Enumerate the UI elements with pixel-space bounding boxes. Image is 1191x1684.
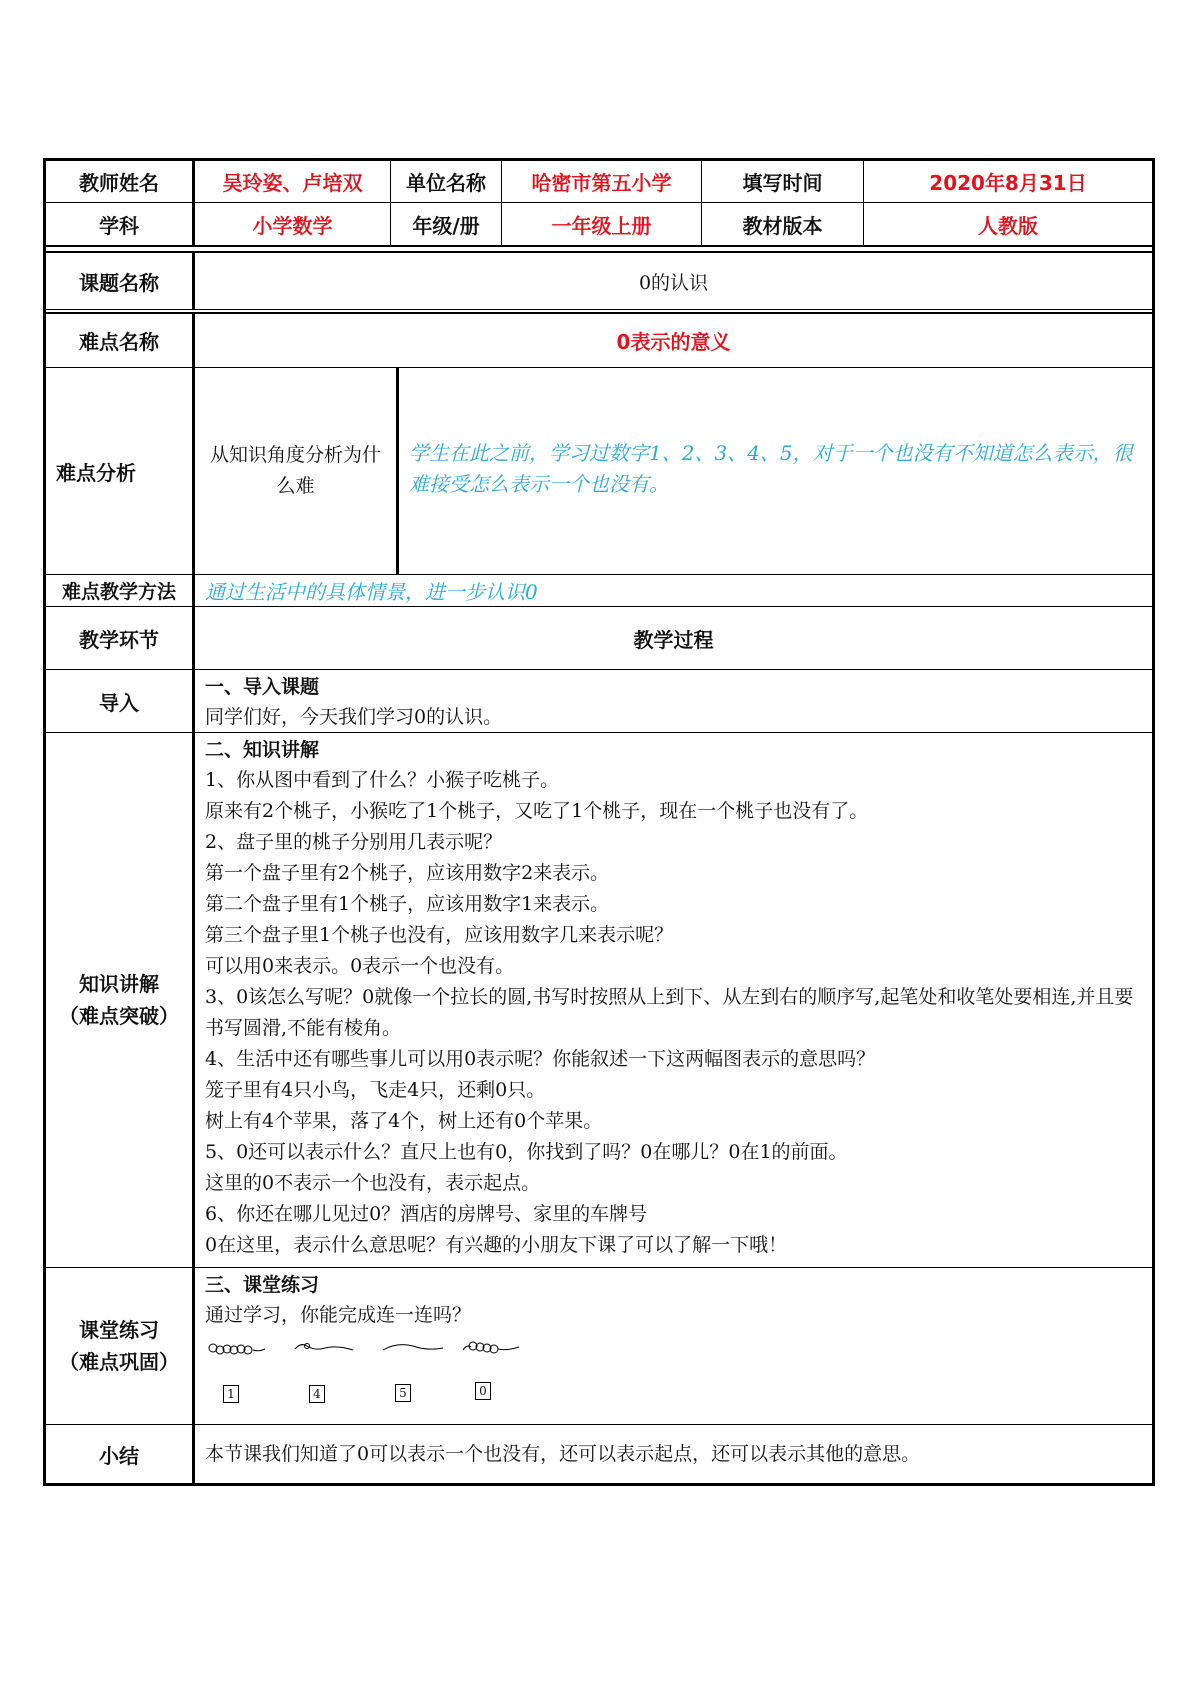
- box-0[interactable]: [475, 1380, 491, 1400]
- knowledge-line: 第三个盘子里1个桃子也没有，应该用数字几来表示呢？: [205, 924, 674, 946]
- analysis-value-cell: [399, 368, 1152, 574]
- date-label: 填写时间: [702, 161, 864, 202]
- practice-title: 三、课堂练习: [205, 1274, 320, 1296]
- box-1[interactable]: [223, 1383, 239, 1403]
- analysis-row: [46, 368, 1152, 575]
- topic-label: 课题名称: [46, 253, 195, 309]
- intro-title: 一、导入课题: [205, 676, 320, 698]
- edition-value: 人教版: [978, 213, 1038, 238]
- unit-label: 单位名称: [391, 161, 502, 202]
- date-value: 2020年8月31日: [929, 171, 1087, 195]
- intro-label: 导入: [46, 670, 195, 732]
- practice-label: [46, 1268, 195, 1424]
- knowledge-label: [46, 733, 195, 1267]
- practice-label-line2: （难点巩固）: [59, 1350, 179, 1374]
- header-row-1: [46, 161, 1152, 203]
- lesson-plan-table: [43, 158, 1155, 1486]
- practice-row: [46, 1268, 1152, 1425]
- knowledge-label-line2: （难点突破）: [59, 1004, 179, 1028]
- box-4-label: 4: [309, 1385, 325, 1403]
- knowledge-label-line1: 知识讲解: [79, 972, 159, 996]
- subject-value: 小学数学: [195, 203, 391, 245]
- box-5[interactable]: [395, 1382, 411, 1402]
- process-header-row: [46, 607, 1152, 670]
- method-value: 通过生活中的具体情景，进一步认识0: [205, 580, 538, 604]
- knowledge-row: [46, 733, 1152, 1268]
- knowledge-line: 0在这里，表示什么意思呢？有兴趣的小朋友下课了可以了解一下哦！: [205, 1234, 788, 1256]
- knowledge-line: 可以用0来表示。0表示一个也没有。: [205, 955, 515, 977]
- knowledge-line: 6、你还在哪儿见过0？酒店的房牌号、家里的车牌号: [205, 1203, 648, 1225]
- knowledge-line: 1、你从图中看到了什么？小猴子吃桃子。: [205, 769, 560, 791]
- knowledge-line: 第二个盘子里有1个桃子，应该用数字1来表示。: [205, 893, 610, 915]
- knowledge-line: 笼子里有4只小鸟，飞走4只，还剩0只。: [205, 1079, 546, 1101]
- practice-line: 通过学习，你能完成连一连吗？: [205, 1304, 472, 1326]
- knowledge-line: 第一个盘子里有2个桃子，应该用数字2来表示。: [205, 862, 610, 884]
- difficulty-value: 0表示的意义: [616, 330, 731, 354]
- analysis-sub-label: 从知识角度分析为什么难: [195, 368, 399, 574]
- knowledge-line: 树上有4个苹果，落了4个，树上还有0个苹果。: [205, 1110, 603, 1132]
- teacher-value: 吴玲姿、卢培双: [195, 161, 391, 202]
- intro-row: [46, 670, 1152, 733]
- header-row-2: [46, 203, 1152, 247]
- grade-label: 年级/册: [391, 203, 502, 245]
- box-4[interactable]: [309, 1383, 325, 1403]
- process-label: 教学环节: [46, 607, 195, 669]
- subject-label: 学科: [46, 203, 195, 245]
- difficulty-label: 难点名称: [46, 314, 195, 367]
- unit-value: 哈密市第五小学: [502, 161, 702, 202]
- intro-line: 同学们好，今天我们学习0的认识。: [205, 706, 503, 728]
- practice-content: [195, 1268, 1152, 1424]
- knowledge-line: 原来有2个桃子，小猴吃了1个桃子，又吃了1个桃子，现在一个桃子也没有了。: [205, 800, 869, 822]
- knowledge-content: [195, 733, 1152, 1267]
- knowledge-line: 这里的0不表示一个也没有，表示起点。: [205, 1172, 541, 1194]
- topic-value: 0的认识: [638, 271, 709, 294]
- topic-row: [46, 253, 1152, 310]
- summary-row: [46, 1425, 1152, 1483]
- summary-label: 小结: [46, 1425, 195, 1483]
- knowledge-line: 3、0该怎么写呢？0就像一个拉长的圆,书写时按照从上到下、从左到右的顺序写,起笔处和收笔处要相连,并且要书写圆滑,不能有棱角。: [205, 986, 1134, 1039]
- analysis-label: 难点分析: [46, 368, 195, 574]
- practice-illustrations: [207, 1338, 547, 1368]
- knowledge-line: 4、生活中还有哪些事儿可以用0表示呢？你能叙述一下这两幅图表示的意思吗？: [205, 1048, 876, 1070]
- difficulty-row: [46, 314, 1152, 368]
- analysis-value: 学生在此之前，学习过数字1、2、3、4、5，对于一个也没有不知道怎么表示，很难接受怎么表示一个也没有。: [409, 441, 1133, 496]
- knowledge-line: 5、0还可以表示什么？直尺上也有0，你找到了吗？0在哪儿？0在1的前面。: [205, 1141, 848, 1163]
- teacher-label: 教师姓名: [46, 161, 195, 202]
- method-row: [46, 575, 1152, 607]
- process-value: 教学过程: [633, 627, 714, 652]
- practice-label-line1: 课堂练习: [79, 1318, 159, 1342]
- grade-value: 一年级上册: [502, 203, 702, 245]
- intro-content: [195, 670, 1152, 732]
- knowledge-line: 2、盘子里的桃子分别用几表示呢？: [205, 831, 503, 853]
- box-1-label: 1: [223, 1385, 239, 1403]
- box-5-label: 5: [395, 1384, 411, 1402]
- summary-value: 本节课我们知道了0可以表示一个也没有，还可以表示起点，还可以表示其他的意思。: [205, 1442, 921, 1465]
- box-0-label: 0: [475, 1382, 491, 1400]
- edition-label: 教材版本: [702, 203, 864, 245]
- method-label: 难点教学方法: [46, 575, 195, 606]
- knowledge-title: 二、知识讲解: [205, 739, 320, 761]
